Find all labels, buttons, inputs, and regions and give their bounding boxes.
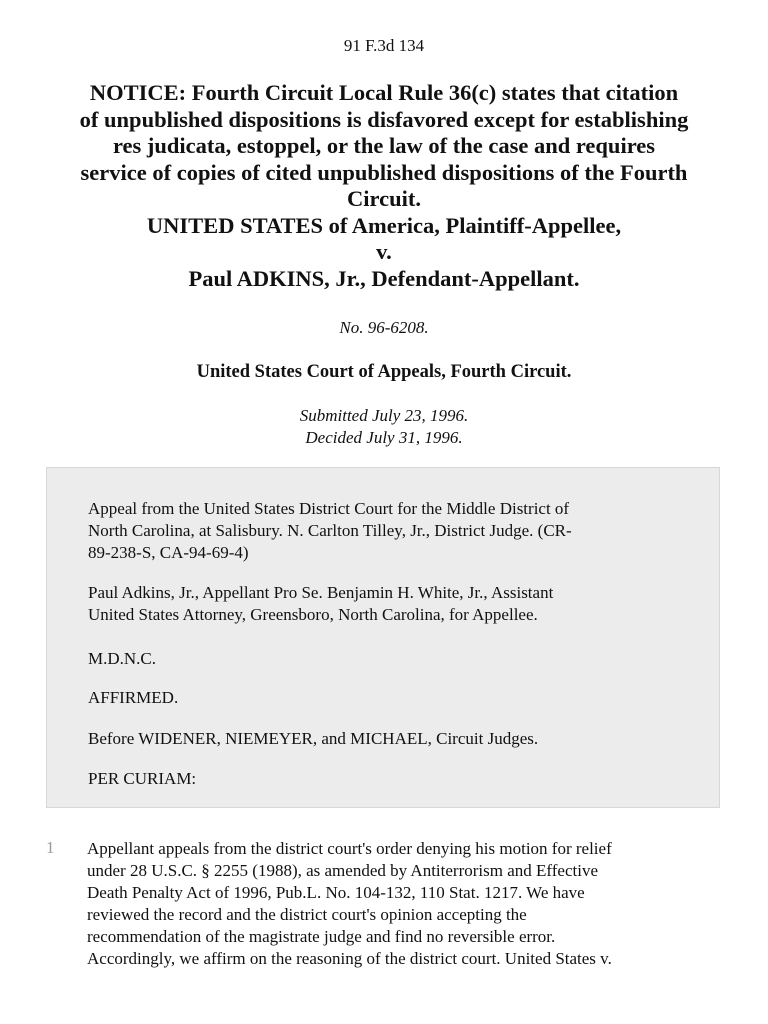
notice-line: res judicata, estoppel, or the law of the case and requires — [112, 133, 656, 158]
appeal-from-text — [88, 498, 688, 564]
notice-line: of unpublished dispositions is disfavored except for establishing — [79, 106, 689, 132]
docket-number: No. 96-6208. — [339, 318, 429, 337]
notice-line: Circuit. — [347, 186, 421, 211]
submitted-date: Submitted July 23, 1996. — [299, 406, 469, 425]
defendant-caption: Paul ADKINS, Jr., Defendant-Appellant. — [188, 265, 580, 291]
notice-line: service of copies of cited unpublished dispositions of the Fourth — [80, 159, 688, 185]
per-curiam-heading: PER CURIAM: — [88, 769, 197, 788]
paragraph-line: Appellant appeals from the district court's order denying his motion for relief — [87, 839, 612, 858]
counsel-line: United States Attorney, Greensboro, North Carolina, for Appellee. — [88, 605, 538, 624]
judges-panel: Before WIDENER, NIEMEYER, and MICHAEL, Circuit Judges. — [88, 729, 539, 748]
plaintiff-caption: UNITED STATES of America, Plaintiff-Appellee, — [146, 212, 622, 238]
versus-caption: v. — [376, 239, 392, 264]
appeal-line: 89-238-S, CA-94-69-4) — [88, 543, 249, 562]
case-info-panel — [46, 467, 720, 808]
paragraph-line: reviewed the record and the district court's opinion accepting the — [87, 905, 527, 924]
paragraph-line: under 28 U.S.C. § 2255 (1988), as amended by Antiterrorism and Effective — [87, 861, 598, 880]
counsel-text — [88, 582, 688, 626]
paragraph-text — [87, 838, 717, 970]
paragraph-line: Accordingly, we affirm on the reasoning of the district court. United States v. — [87, 949, 612, 968]
paragraph-number: 1 — [46, 838, 55, 857]
disposition: AFFIRMED. — [88, 688, 179, 707]
counsel-line: Paul Adkins, Jr., Appellant Pro Se. Benjamin H. White, Jr., Assistant — [88, 583, 554, 602]
district-abbrev: M.D.N.C. — [88, 649, 157, 668]
decision-dates — [0, 405, 768, 449]
court-name: United States Court of Appeals, Fourth Circuit. — [196, 362, 572, 382]
decided-date: Decided July 31, 1996. — [305, 428, 463, 447]
case-citation: 91 F.3d 134 — [343, 36, 425, 55]
paragraph-line: recommendation of the magistrate judge and find no reversible error. — [87, 927, 556, 946]
notice-heading — [30, 80, 738, 292]
appeal-line: Appeal from the United States District Court for the Middle District of — [88, 499, 570, 518]
notice-line: NOTICE: Fourth Circuit Local Rule 36(c) states that citation — [89, 80, 679, 105]
paragraph-line: Death Penalty Act of 1996, Pub.L. No. 104-132, 110 Stat. 1217. We have — [87, 883, 585, 902]
appeal-line: North Carolina, at Salisbury. N. Carlton Tilley, Jr., District Judge. (CR- — [88, 521, 572, 540]
